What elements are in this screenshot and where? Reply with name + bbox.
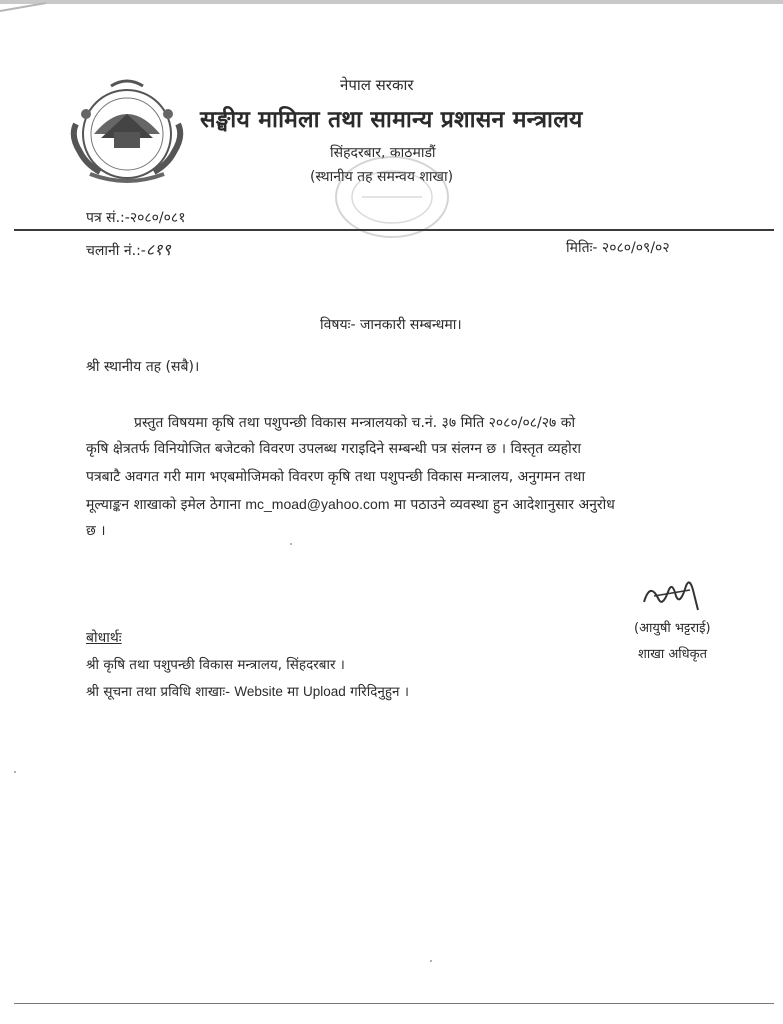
footer-divider (14, 1003, 774, 1004)
letter-date: मितिः- २०८०/०९/०२ (566, 240, 670, 256)
signer-name: (आयुषी भट्टराई) (634, 621, 711, 636)
ministry-location: सिंहदरबार, काठमाडौं (330, 145, 436, 161)
government-emblem-icon (66, 74, 188, 192)
dispatch-number-handwritten: ८१९ (145, 240, 171, 259)
cc-heading: बोधार्थः (86, 630, 122, 646)
cc-item-upload-word: Upload (303, 684, 346, 699)
cc-item-ministry: श्री कृषि तथा पशुपन्छी विकास मन्त्रालय, सिंहदरबार । (86, 657, 345, 673)
body-line-5: छ । (86, 523, 106, 539)
body-line-4-start: मूल्याङ्कन शाखाको इमेल ठेगाना (86, 497, 246, 513)
body-line-3: पत्रबाटै अवगत गरी माग भएबमोजिमको विवरण कृषि तथा पशुपन्छी विकास मन्त्रालय, अनुगमन तथा (86, 469, 586, 485)
government-name: नेपाल सरकार (340, 76, 414, 94)
scan-speck (430, 960, 432, 962)
letter-recipient: श्री स्थानीय तह (सबै)। (86, 359, 200, 375)
body-line-4 (86, 495, 615, 514)
handwritten-signature (640, 572, 710, 616)
contact-email: mc_moad@yahoo.com (245, 496, 390, 512)
cc-item-website-word: Website (234, 684, 283, 699)
scan-speck (14, 771, 16, 773)
scan-corner-mark (0, 2, 48, 12)
letter-subject: विषयः- जानकारी सम्बन्धमा। (320, 317, 462, 333)
body-line-2: कृषि क्षेत्रतर्फ विनियोजित बजेटको विवरण उपलब्ध गराइदिने सम्बन्धी पत्र संलग्न छ । विस्तृत व्यहोरा (86, 441, 582, 457)
scan-top-edge (0, 0, 783, 4)
dispatch-number (86, 238, 171, 260)
scan-speck (290, 543, 292, 545)
dispatch-label: चलानी नं.:- (86, 243, 146, 259)
cc-item-it-branch-end: गरिदिनुहुन । (345, 684, 409, 700)
body-line-4-end: मा पठाउने व्यवस्था हुन आदेशानुसार अनुरोध (389, 497, 615, 513)
cc-item-it-branch-middle: मा (282, 684, 304, 700)
signer-title: शाखा अधिकृत (638, 647, 708, 662)
branch-name: (स्थानीय तह समन्वय शाखा) (310, 169, 454, 185)
body-line-1: प्रस्तुत विषयमा कृषि तथा पशुपन्छी विकास मन्त्रालयको च.नं. ३७ मिति २०८०/०८/२७ को (134, 415, 576, 431)
letter-reference-number: पत्र सं.:-२०८०/०८१ (86, 210, 186, 226)
cc-item-it-branch (86, 682, 409, 700)
cc-item-it-branch-start: श्री सूचना तथा प्रविधि शाखाः- (86, 684, 235, 700)
ministry-title: सङ्घीय मामिला तथा सामान्य प्रशासन मन्त्रालय (200, 107, 583, 133)
header-divider (14, 229, 774, 231)
